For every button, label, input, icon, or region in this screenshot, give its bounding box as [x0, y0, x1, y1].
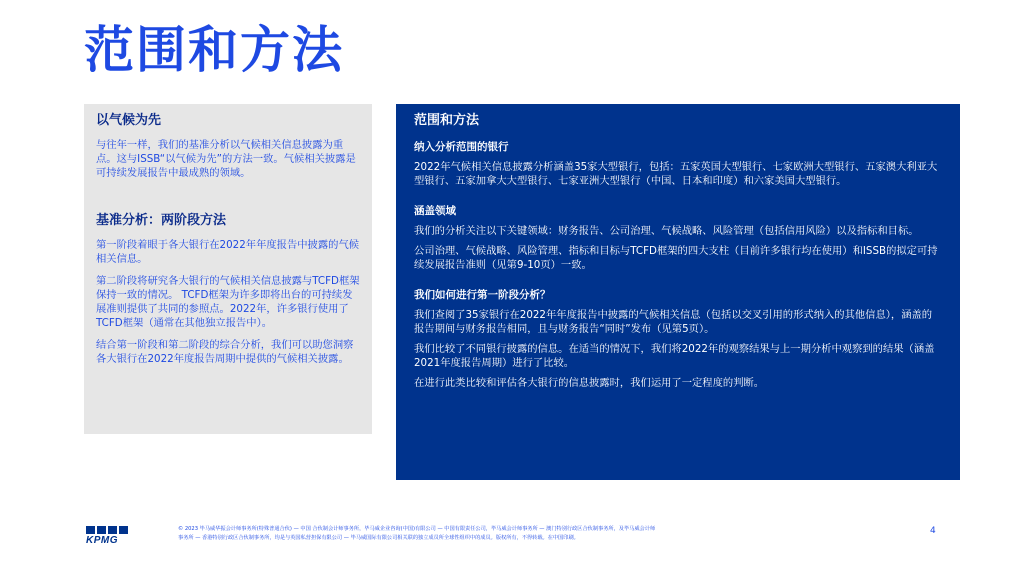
paragraph: 2022年气候相关信息披露分析涵盖35家大型银行，包括：五家英国大型银行、七家欧洲大型银行、五家澳大利亚大型银行、五家加拿大大型银行、七家亚洲大型银行（中国、日本和印度）和六家美国大型银行。	[414, 161, 938, 187]
paragraph: 我们查阅了35家银行在2022年年度报告中披露的气候相关信息（包括以交叉引用的形式纳入的其他信息），涵盖的报告期间与财务报告相同，且与财务报告“同时”发布（见第5页）。	[414, 309, 933, 335]
paragraph: 结合第一阶段和第二阶段的综合分析，我们可以助您洞察各大银行在2022年度报告周期中提供的气候相关披露。	[96, 339, 354, 365]
section-heading-climate-first: 以气候为先	[96, 113, 162, 128]
section-heading-coverage: 涵盖领域	[414, 205, 456, 217]
paragraph: 第一阶段着眼于各大银行在2022年年度报告中披露的气候相关信息。	[96, 239, 360, 265]
paragraph: 在进行此类比较和评估各大银行的信息披露时，我们运用了一定程度的判断。	[414, 377, 765, 389]
kpmg-logo	[86, 526, 130, 548]
paragraph: 第二阶段将研究各大银行的气候相关信息披露与TCFD框架保持一致的情况。 TCFD框架为许多即将出台的可持续发展准则提供了共同的参照点。2022年，许多银行使用了TCFD框架（通常在其他独立报告中）。	[96, 275, 360, 329]
paragraph: 与往年一样，我们的基准分析以气候相关信息披露为重点。这与ISSB“以气候为先”的方法一致。气候相关披露是可持续发展报告中最成熟的领域。	[96, 139, 356, 179]
legal-line: 事务所 — 香港特别行政区合伙制事务所，均是与英国私营担保有限公司 — 毕马威国际有限公司相关联的独立成员所全球性组织中的成员。版权所有，不得转载。在中国印刷。	[178, 535, 579, 541]
paragraph: 我们比较了不同银行披露的信息。在适当的情况下，我们将2022年的观察结果与上一期分析中观察到的结果（涵盖2021年度报告周期）进行了比较。	[414, 343, 935, 369]
logo-text: KPMG	[86, 535, 118, 546]
section-heading-benchmark: 基准分析：两阶段方法	[96, 213, 227, 228]
page-number: 4	[930, 526, 936, 536]
right-info-panel	[396, 104, 960, 480]
panel-heading: 范围和方法	[414, 113, 480, 128]
footer-legal	[178, 525, 738, 543]
page-title: 范围和方法	[84, 21, 344, 79]
paragraph: 公司治理、气候战略、风险管理、指标和目标与TCFD框架的四大支柱（目前许多银行均在使用）和ISSB的拟定可持续发展报告准则（见第9-10页）一致。	[414, 245, 938, 271]
section-heading-banks: 纳入分析范围的银行	[414, 141, 509, 153]
section-heading-phase-one: 我们如何进行第一阶段分析？	[414, 289, 551, 301]
logo-blocks-icon	[86, 526, 130, 534]
legal-line: © 2023 毕马威华振会计师事务所(特殊普通合伙) — 中国 合伙制会计师事务所，毕马威企业咨询(中国)有限公司 — 中国有限责任公司，毕马威会计师事务所 — 澳门特别行政区合伙制事务所，及毕马威会计师	[178, 526, 656, 532]
paragraph: 我们的分析关注以下关键领域：财务报告、公司治理、气候战略、风险管理（包括信用风险）以及指标和目标。	[414, 225, 919, 237]
left-info-panel	[84, 104, 372, 434]
